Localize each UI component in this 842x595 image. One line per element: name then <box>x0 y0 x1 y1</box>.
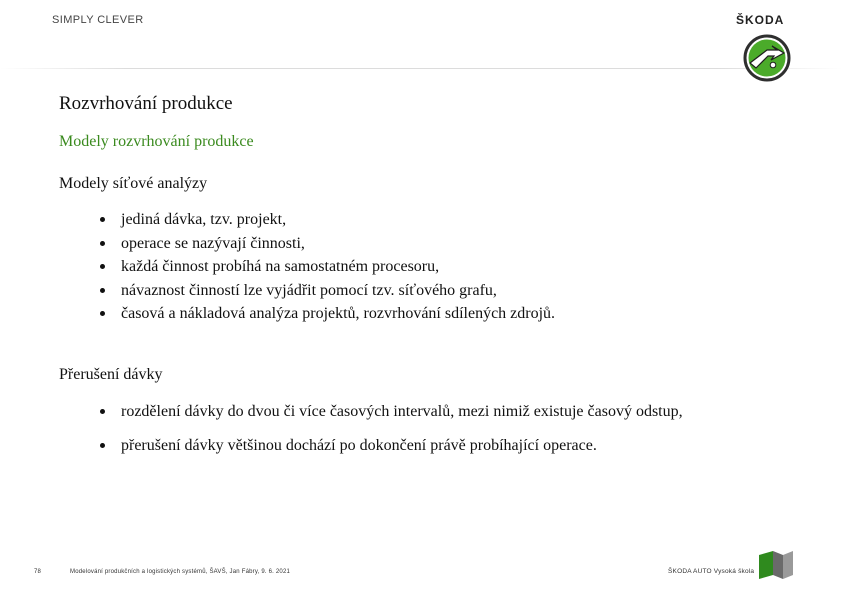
network-analysis-bullet-list <box>100 208 740 326</box>
list-item-text: každá činnost probíhá na samostatném procesoru, <box>121 258 440 275</box>
bullet-dot-icon <box>100 264 105 269</box>
bullet-dot-icon <box>100 217 105 222</box>
list-item <box>100 255 740 278</box>
list-item-text: návaznost činností lze vyjádřit pomocí tzv. síťového grafu, <box>121 281 497 299</box>
list-item-text: rozdělení dávky do dvou či více časových intervalů, mezi nimiž existuje časový odstup, <box>121 403 683 420</box>
bullet-dot-icon <box>100 443 105 448</box>
list-item <box>100 232 740 255</box>
list-item <box>100 434 788 457</box>
brand-name: ŠKODA <box>736 13 785 27</box>
slide-title: Rozvrhování produkce <box>59 93 233 114</box>
footer-course-info: Modelování produkčních a logistických systémů, ŠAVŠ, Jan Fábry, 9. 6. 2021 <box>70 569 291 575</box>
footer-page-number: 78 <box>34 569 42 575</box>
list-item-text: jediná dávka, tzv. projekt, <box>121 211 287 228</box>
section-heading-network-analysis: Modely síťové analýzy <box>59 175 208 192</box>
skoda-auto-university-flag-icon <box>759 551 793 579</box>
batch-interruption-bullet-list <box>100 400 788 468</box>
section-heading-batch-interruption: Přerušení dávky <box>59 366 163 383</box>
list-item-text: operace se nazývají činnosti, <box>121 234 305 252</box>
list-item <box>100 208 740 231</box>
slide-subtitle: Modely rozvrhování produkce <box>59 133 254 150</box>
header-divider <box>0 68 842 69</box>
list-item <box>100 279 740 302</box>
list-item <box>100 400 788 423</box>
bullet-dot-icon <box>100 288 105 293</box>
footer-school-name: ŠKODA AUTO Vysoká škola <box>668 568 755 575</box>
bullet-dot-icon <box>100 409 105 414</box>
list-item-text: přerušení dávky většinou dochází po dokončení právě probíhající operace. <box>121 437 597 454</box>
tagline: SIMPLY CLEVER <box>52 14 144 26</box>
list-item-text: časová a nákladová analýza projektů, rozvrhování sdílených zdrojů. <box>121 305 556 322</box>
bullet-dot-icon <box>100 241 105 246</box>
skoda-arrow-logo-icon <box>743 34 791 82</box>
list-item <box>100 302 740 325</box>
bullet-dot-icon <box>100 311 105 316</box>
